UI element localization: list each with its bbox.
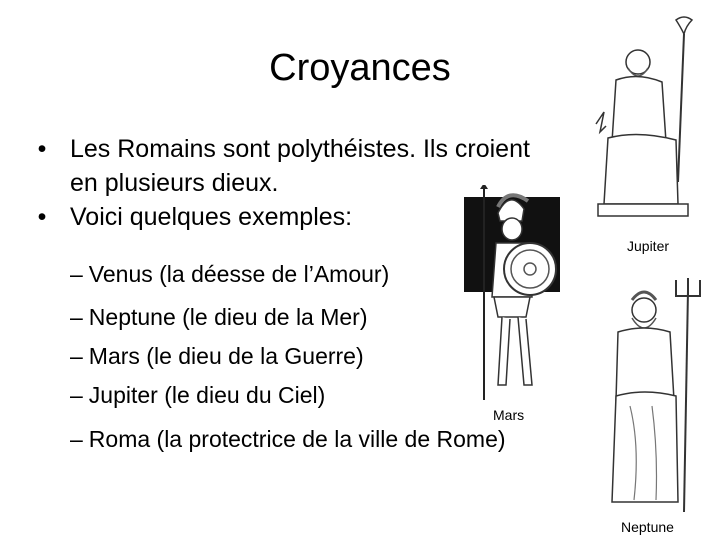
sub-item-text: Roma (la protectrice de la ville de Rome) <box>88 426 506 452</box>
head-shape <box>632 298 656 322</box>
thunderbolt-shape <box>596 112 606 132</box>
sub-item-text: Neptune (le dieu de la Mer) <box>88 304 368 330</box>
sub-marker: – <box>70 343 83 369</box>
neptune-statue-icon <box>594 276 716 516</box>
bullet-text: Les Romains sont polythéistes. Ils croient en plusieurs dieux. <box>70 135 530 197</box>
sub-item-text: Mars (le dieu de la Guerre) <box>88 343 364 369</box>
scepter-shape <box>678 34 684 182</box>
trident-shaft-shape <box>684 290 688 512</box>
jupiter-caption: Jupiter <box>627 238 670 254</box>
left-leg-shape <box>498 317 510 385</box>
pedestal-shape <box>598 204 688 216</box>
slide-title: Croyances <box>269 47 451 89</box>
neptune-statue-drawing <box>594 276 716 516</box>
right-leg-shape <box>518 317 532 385</box>
mars-caption: Mars <box>493 407 525 423</box>
trident-head-shape <box>676 278 700 296</box>
sub-marker: – <box>70 261 83 287</box>
jupiter-statue-icon <box>580 12 710 227</box>
head-shape <box>502 218 522 240</box>
robe-shape <box>604 134 678 204</box>
torso-shape <box>616 328 674 400</box>
sub-marker: – <box>70 304 83 330</box>
bullet-marker: • <box>37 135 47 163</box>
warrior-figure-icon <box>462 185 562 405</box>
sub-item-roma <box>70 424 590 454</box>
warrior-figure-drawing <box>462 185 562 405</box>
neptune-caption: Neptune <box>621 519 674 535</box>
sub-marker: – <box>70 426 83 452</box>
sub-item-text: Jupiter (le dieu du Ciel) <box>88 382 326 408</box>
shield-shape <box>504 243 556 295</box>
bullet-text: Voici quelques exemples: <box>70 203 353 231</box>
sub-marker: – <box>70 382 83 408</box>
sub-item-text: Venus (la déesse de l’Amour) <box>88 261 390 287</box>
jupiter-statue-drawing <box>580 12 710 227</box>
torso-shape <box>612 76 666 142</box>
skirt-shape <box>494 297 530 317</box>
bullet-marker: • <box>37 203 47 231</box>
robe-shape <box>612 392 678 502</box>
spear-tip-shape <box>480 185 488 189</box>
eagle-shape <box>676 17 692 34</box>
